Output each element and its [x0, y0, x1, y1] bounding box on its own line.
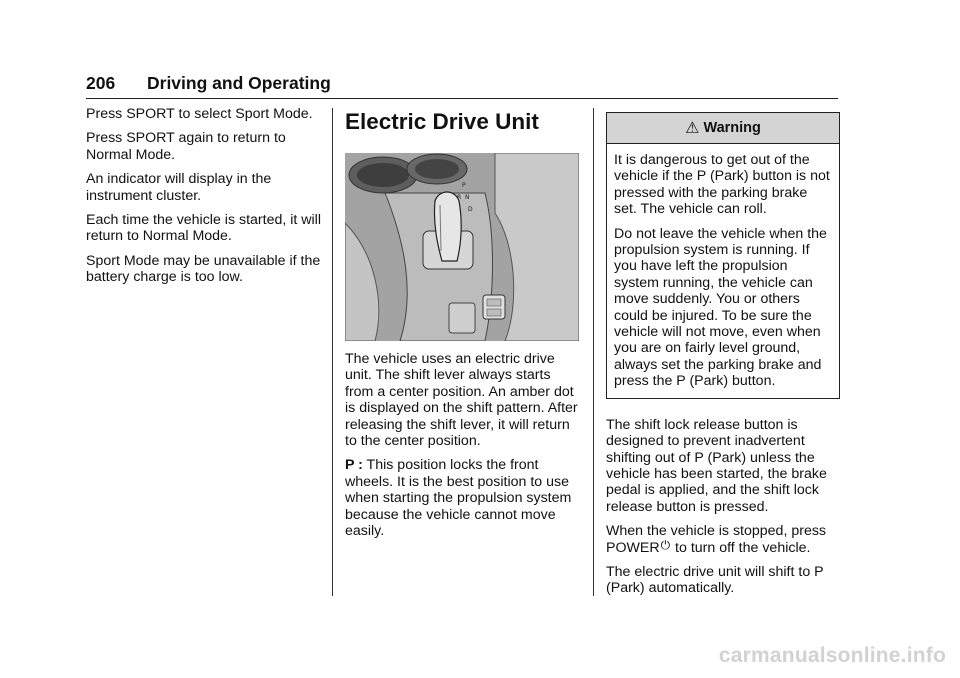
shift-pattern-label: R	[457, 194, 462, 201]
shift-pattern-label: D	[468, 206, 473, 213]
warning-text: Do not leave the vehicle when the propulsion system is running. If you have left the propulsion system running, the vehicle can move suddenly. You or others could be injured. To be sure the vehicle will not move, even when you are on fairly level ground, always set the parking brake and press the P (Park) button.	[614, 225, 827, 390]
power-text-after: to turn off the vehicle.	[671, 539, 811, 556]
paragraph: An indicator will display in the instrument cluster.	[86, 171, 272, 204]
paragraph-park-position	[345, 457, 581, 539]
page-header	[86, 70, 838, 99]
paragraph: Each time the vehicle is started, it will return to Normal Mode.	[86, 212, 321, 245]
paragraph: The shift lock release button is designed to prevent inadvertent shifting out of P (Park) unless the vehicle has been started, the brake pedal is applied, and the shift lock release button is pressed.	[606, 416, 827, 515]
shift-pattern-label: N	[465, 194, 470, 201]
shift-lever-drawing	[345, 153, 579, 341]
column-divider-2	[593, 108, 594, 596]
power-text-before: When the vehicle is stopped, press POWER	[606, 523, 827, 556]
power-icon: ⏻	[660, 537, 671, 552]
warning-header	[607, 113, 839, 144]
page-number: 206	[86, 73, 116, 93]
shift-lever-illustration	[345, 153, 579, 341]
warning-text: It is dangerous to get out of the vehicle if the P (Park) button is not pressed with the parking brake set. The vehicle can roll.	[614, 152, 830, 218]
section-title: Driving and Operating	[147, 73, 331, 93]
column-2	[345, 106, 581, 547]
position-label: P :	[345, 457, 363, 474]
position-description: This position locks the front wheels. It is the best position to use when starting the propulsion system because the vehicle cannot move easily.	[345, 457, 572, 540]
column-1	[86, 106, 324, 294]
paragraph-power	[606, 523, 842, 556]
warning-body	[607, 144, 839, 398]
column-3	[606, 106, 842, 605]
paragraph: Press SPORT to select Sport Mode.	[86, 106, 313, 122]
paragraph: The electric drive unit will shift to P (Park) automatically.	[606, 563, 824, 597]
warning-triangle-icon: ⚠	[685, 117, 700, 137]
heading-electric-drive-unit: Electric Drive Unit	[345, 109, 539, 134]
paragraph: Sport Mode may be unavailable if the battery charge is too low.	[86, 252, 321, 286]
warning-title: Warning	[703, 119, 761, 136]
shift-pattern-label: P	[462, 182, 466, 189]
paragraph: The vehicle uses an electric drive unit. The shift lever always starts from a center position. An amber dot is displayed on the shift pattern. After releasing the shift lever, it will return to the center position.	[345, 351, 578, 450]
watermark: carmanualsonline.info	[718, 644, 946, 667]
paragraph: Press SPORT again to return to Normal Mode.	[86, 130, 286, 163]
warning-box	[606, 112, 840, 399]
column-divider-1	[332, 108, 333, 596]
